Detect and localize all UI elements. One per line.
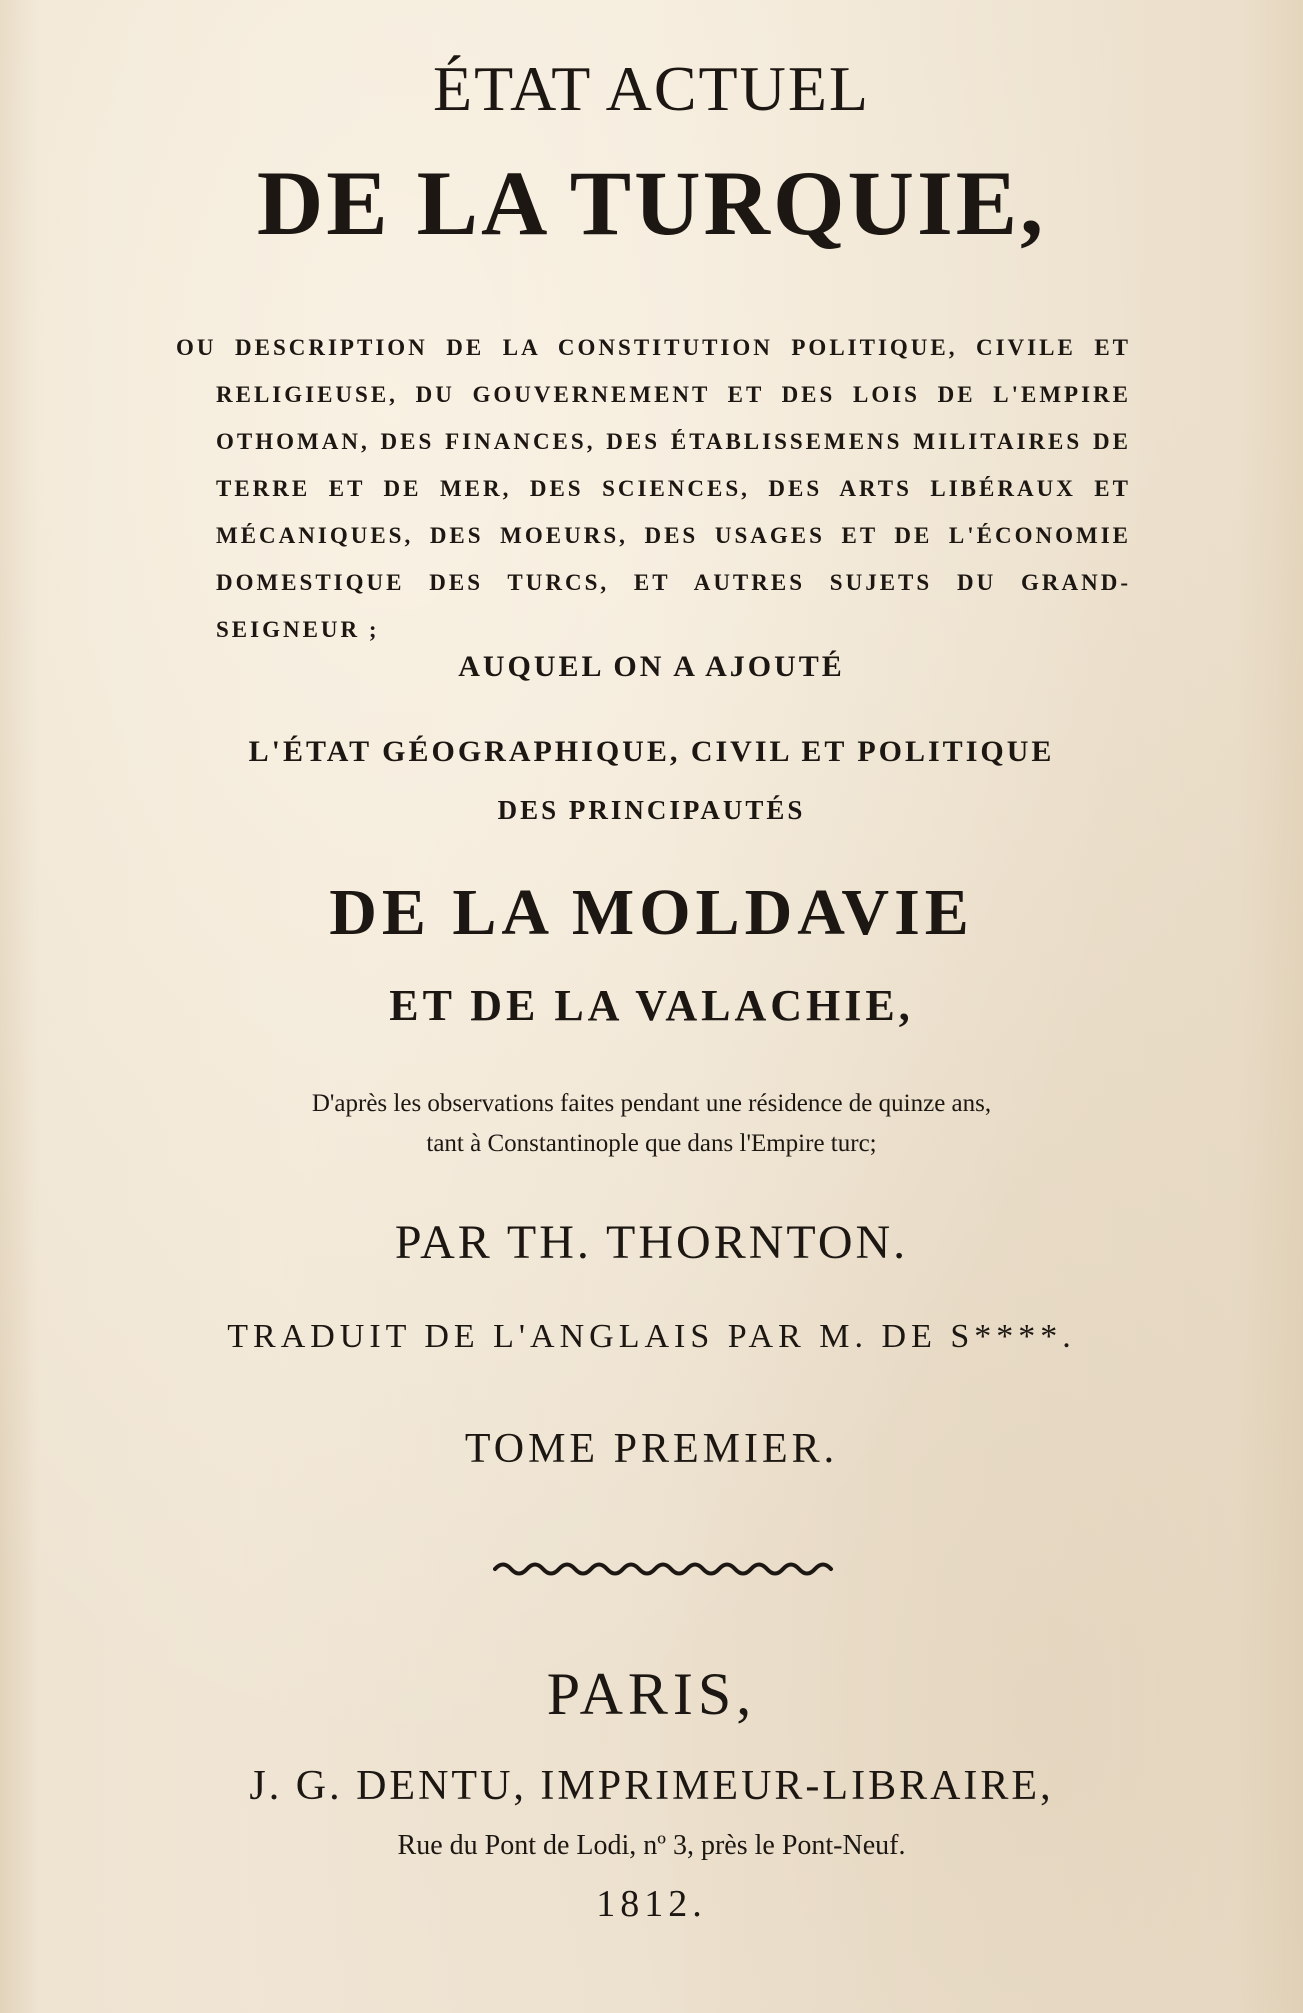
description-line: OU DESCRIPTION DE LA CONSTITUTION POLITIQUE, CIVILE ET [176, 335, 1131, 360]
title-line-1: ÉTAT ACTUEL [433, 53, 870, 124]
address: Rue du Pont de Lodi, nº 3, près le Pont-Neuf. [397, 1830, 906, 1861]
year: 1812. [596, 1883, 707, 1925]
description-line: TERRE ET DE MER, DES SCIENCES, DES ARTS LIBÉRAUX ET [216, 476, 1131, 501]
publisher: J. G. DENTU, IMPRIMEUR-LIBRAIRE, [249, 1763, 1054, 1809]
addition-line-1: L'ÉTAT GÉOGRAPHIQUE, CIVIL ET POLITIQUE [248, 735, 1055, 768]
description-line: OTHOMAN, DES FINANCES, DES ÉTABLISSEMENS MILITAIRES DE [216, 429, 1131, 454]
description-line: MÉCANIQUES, DES MOEURS, DES USAGES ET DE L'ÉCONOMIE [216, 523, 1131, 548]
valachie-heading: ET DE LA VALACHIE, [389, 981, 914, 1030]
observations-line-2: tant à Constantinople que dans l'Empire turc; [426, 1130, 877, 1157]
moldavie-heading: DE LA MOLDAVIE [329, 876, 974, 949]
description-line: DOMESTIQUE DES TURCS, ET AUTRES SUJETS DU GRAND- [216, 570, 1131, 595]
addition-line-2: DES PRINCIPAUTÉS [497, 795, 806, 825]
description-line: RELIGIEUSE, DU GOUVERNEMENT ET DES LOIS DE L'EMPIRE [216, 382, 1131, 407]
description-line: SEIGNEUR ; [216, 617, 380, 642]
translator: TRADUIT DE L'ANGLAIS PAR M. DE S****. [227, 1318, 1076, 1355]
description-block [0, 312, 1303, 642]
title-line-2: DE LA TURQUIE, [256, 152, 1047, 254]
observations-line-1: D'après les observations faites pendant une résidence de quinze ans, [311, 1090, 992, 1117]
volume: TOME PREMIER. [464, 1426, 839, 1472]
author: PAR TH. THORNTON. [394, 1216, 909, 1269]
addition-intro: AUQUEL ON A AJOUTÉ [458, 650, 845, 683]
city: PARIS, [546, 1661, 757, 1727]
wavy-rule-ornament-icon [493, 1558, 838, 1580]
